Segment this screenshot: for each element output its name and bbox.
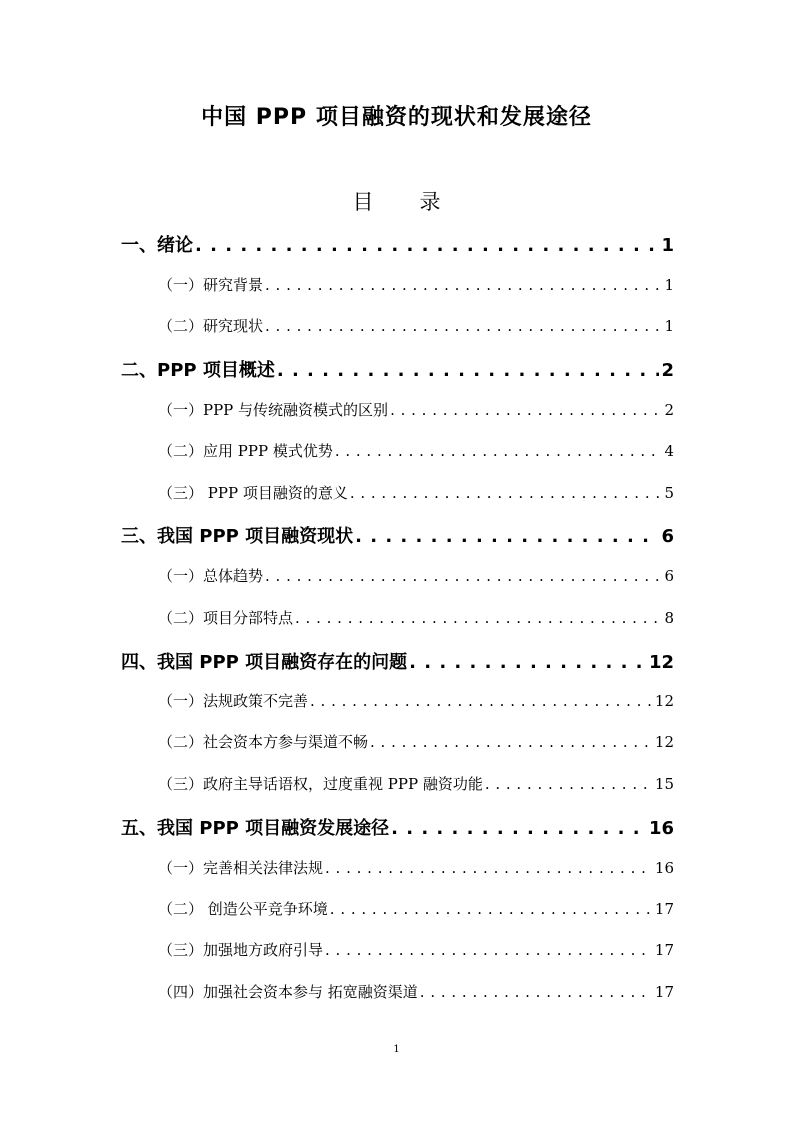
toc-leader-dots <box>409 652 647 673</box>
page-number: 1 <box>393 1044 400 1055</box>
toc-entry-3-1[interactable] <box>158 565 674 586</box>
toc-heading-char-1: 目 <box>352 190 374 214</box>
toc-entry-4[interactable] <box>121 648 674 674</box>
toc-leader-dots <box>330 900 653 918</box>
toc-entry-4-3[interactable] <box>158 773 674 794</box>
toc-entry-page: 15 <box>654 775 674 793</box>
toc-entry-2-2[interactable] <box>158 440 674 461</box>
toc-entry-5-4[interactable] <box>158 981 674 1002</box>
toc-entry-page: 5 <box>664 484 674 502</box>
toc-entry-label: （二） 创造公平竞争环境 <box>158 900 328 918</box>
toc-entry-page: 16 <box>648 818 674 839</box>
toc-entry-page: 1 <box>664 276 674 294</box>
toc-entry-label: （二）项目分部特点 <box>158 609 294 627</box>
toc-leader-dots <box>195 235 659 256</box>
toc-entry-1-1[interactable] <box>158 274 674 295</box>
toc-entry-label: （二）应用 PPP 模式优势 <box>158 442 333 460</box>
toc-entry-label: （一）完善相关法律法规 <box>158 859 324 877</box>
toc-leader-dots <box>265 317 662 335</box>
toc-entry-page: 2 <box>661 360 674 381</box>
toc-entry-label: （一）法规政策不完善 <box>158 692 309 710</box>
toc-entry-1-2[interactable] <box>158 315 674 336</box>
toc-entry-label: 三、我国 PPP 项目融资现状 <box>121 526 354 547</box>
toc-leader-dots <box>265 567 662 585</box>
toc-entry-label: （三） PPP 项目融资的意义 <box>158 484 348 502</box>
toc-leader-dots <box>370 733 653 751</box>
toc-entry-page: 17 <box>654 983 674 1001</box>
toc-entry-label: （一）总体趋势 <box>158 567 264 585</box>
toc-entry-5-1[interactable] <box>158 857 674 878</box>
toc-entry-page: 2 <box>664 401 674 419</box>
toc-entry-4-1[interactable] <box>158 690 674 711</box>
toc-entry-page: 1 <box>664 317 674 335</box>
toc-entry-page: 16 <box>654 859 674 877</box>
toc-leader-dots <box>355 526 659 547</box>
toc-entry-label: （二）社会资本方参与渠道不畅 <box>158 733 369 751</box>
toc-entry-1[interactable] <box>121 231 674 257</box>
toc-entry-label: （三）加强地方政府引导 <box>158 941 324 959</box>
toc-entry-label: 一、绪论 <box>121 235 193 256</box>
toc-leader-dots <box>325 941 653 959</box>
toc-entry-page: 1 <box>661 235 674 256</box>
toc-heading-char-2: 录 <box>419 190 441 214</box>
toc-heading <box>0 186 793 216</box>
toc-entry-page: 8 <box>664 609 674 627</box>
toc-entry-5[interactable] <box>121 814 674 840</box>
toc-leader-dots <box>295 609 662 627</box>
toc-entry-2-3[interactable] <box>158 482 674 503</box>
toc-leader-dots <box>390 401 662 419</box>
toc-leader-dots <box>310 692 653 710</box>
toc-entry-label: （四）加强社会资本参与 拓宽融资渠道 <box>158 983 418 1001</box>
toc-entry-3-2[interactable] <box>158 607 674 628</box>
toc-entry-3[interactable] <box>121 522 674 548</box>
toc-leader-dots <box>485 775 653 793</box>
toc-entry-4-2[interactable] <box>158 731 674 752</box>
toc-entry-page: 4 <box>664 442 674 460</box>
toc-entry-label: （一）PPP 与传统融资模式的区别 <box>158 401 389 419</box>
toc-leader-dots <box>325 859 653 877</box>
toc-entry-2[interactable] <box>121 356 674 382</box>
toc-entry-page: 6 <box>661 526 674 547</box>
toc-leader-dots <box>265 276 662 294</box>
document-title: 中国 PPP 项目融资的现状和发展途径 <box>201 105 592 130</box>
toc-entry-label: （一）研究背景 <box>158 276 264 294</box>
toc-entry-page: 12 <box>654 692 674 710</box>
toc-entry-label: （二）研究现状 <box>158 317 264 335</box>
toc-entry-page: 12 <box>654 733 674 751</box>
toc-leader-dots <box>420 983 653 1001</box>
toc-entry-page: 6 <box>664 567 674 585</box>
toc-entry-page: 17 <box>654 941 674 959</box>
toc-leader-dots <box>277 360 660 381</box>
toc-leader-dots <box>350 484 663 502</box>
toc-leader-dots <box>335 442 663 460</box>
toc-entry-label: 五、我国 PPP 项目融资发展途径 <box>121 818 390 839</box>
toc-leader-dots <box>391 818 647 839</box>
toc-entry-2-1[interactable] <box>158 399 674 420</box>
toc-entry-5-3[interactable] <box>158 939 674 960</box>
toc-entry-page: 12 <box>648 652 674 673</box>
toc-entry-5-2[interactable] <box>158 898 674 919</box>
toc-entry-label: 四、我国 PPP 项目融资存在的问题 <box>121 652 408 673</box>
toc-entry-page: 17 <box>654 900 674 918</box>
toc-entry-label: 二、PPP 项目概述 <box>121 360 275 381</box>
toc-entry-label: （三）政府主导话语权，过度重视 PPP 融资功能 <box>158 775 483 793</box>
